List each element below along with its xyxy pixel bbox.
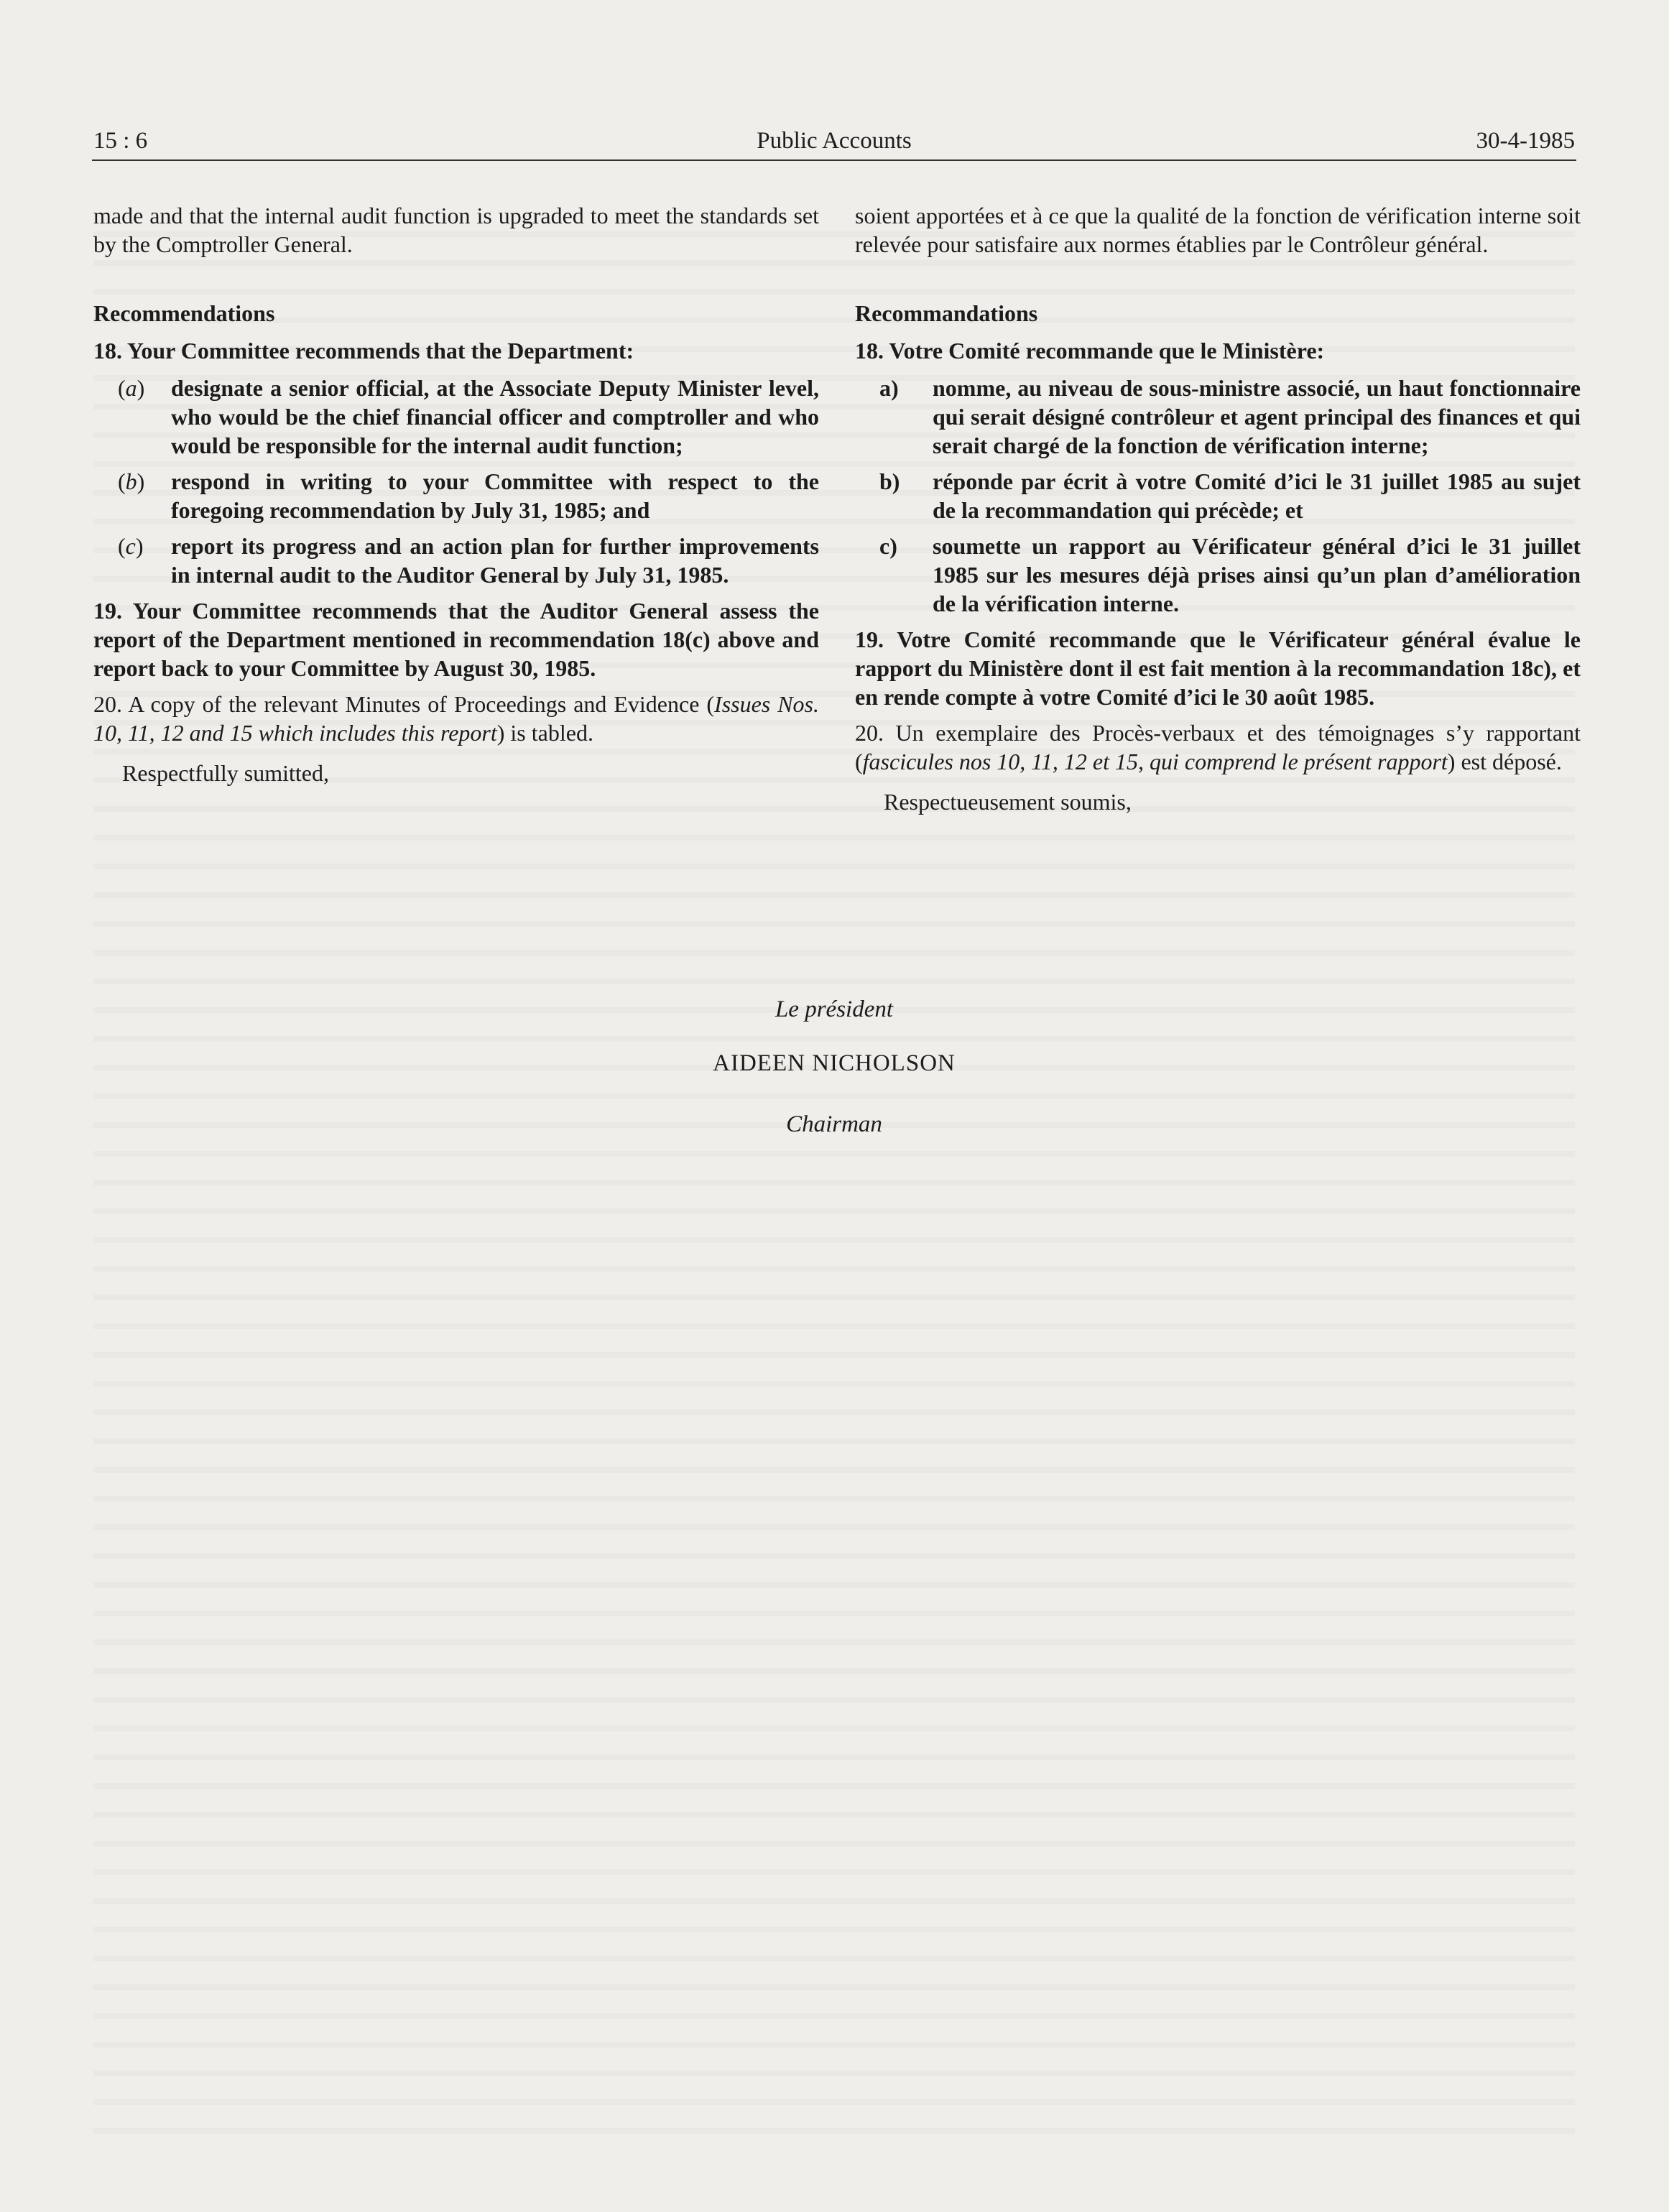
item-text: nomme, au niveau de sous-ministre associé, un haut fonctionnaire qui serait désigné contrôleur et agent principal des finances et qui serait chargé de la fonction de vérification interne; (933, 375, 1581, 458)
page-number: 15 : 6 (93, 128, 148, 154)
recommendation-18: 18. Your Committee recommends that the Department: (93, 338, 634, 364)
header-rule (92, 159, 1576, 161)
recommendation-19: 19. Votre Comité recommande que le Vérificateur général évalue le rapport du Ministère dont il est fait mention à la recommandation 18c), et en rende compte à votre Comité d’ici le 30 août 1985. (855, 626, 1581, 710)
item-text: respond in writing to your Committee with respect to the foregoing recommendation by July 31, 1985; and (171, 468, 819, 523)
recommendation-item-c (93, 532, 819, 589)
item-text: designate a senior official, at the Associate Deputy Minister level, who would be the chief financial officer and comptroller and who would be responsible for the internal audit function; (171, 375, 819, 458)
recommendation-20: 20. Un exemplaire des Procès-verbaux et des témoignages s’y rapportant (fascicules nos 10, 11, 12 et 15, qui comprend le présent rapport) est déposé. (855, 720, 1581, 774)
recommendation-item-a (855, 374, 1581, 460)
signoff: Respectfully sumitted, (122, 760, 329, 786)
recommendations-heading: Recommandations (855, 300, 1038, 326)
president-title: Le président (775, 996, 894, 1022)
page-header (93, 126, 1575, 158)
item-marker: b) (879, 468, 900, 494)
recommendations-heading: Recommendations (93, 300, 275, 326)
item-marker: (b) (118, 468, 145, 494)
intro-paragraph: made and that the internal audit function is upgraded to meet the standards set by the Comptroller General. (93, 203, 819, 257)
recommendation-19: 19. Your Committee recommends that the Auditor General assess the report of the Department mentioned in recommendation 18(c) above and report back to your Committee by August 30, 1985. (93, 598, 819, 681)
recommendation-18: 18. Votre Comité recommande que le Ministère: (855, 338, 1325, 364)
recommendation-item-b (93, 467, 819, 524)
item-text: report its progress and an action plan for further improvements in internal audit to the Auditor General by July 31, 1985. (171, 533, 819, 588)
recommendation-20: 20. A copy of the relevant Minutes of Proceedings and Evidence (Issues Nos. 10, 11, 12 and 15 which includes this report) is tabled. (93, 691, 820, 746)
chair-name: AIDEEN NICHOLSON (713, 1050, 956, 1076)
recommendation-item-c (855, 532, 1581, 618)
intro-paragraph: soient apportées et à ce que la qualité de la fonction de vérification interne soit relevée pour satisfaire aux normes établies par le Contrôleur général. (855, 203, 1581, 257)
signoff: Respectueusement soumis, (884, 789, 1132, 815)
recommendation-item-a (93, 374, 819, 460)
item-marker: a) (879, 375, 899, 401)
item-marker: (c) (118, 533, 144, 559)
recommendation-item-b (855, 467, 1581, 524)
publication-title: Public Accounts (757, 128, 912, 154)
english-column (93, 201, 819, 787)
issue-date: 30-4-1985 (1476, 128, 1575, 154)
item-marker: (a) (118, 375, 145, 401)
item-text: soumette un rapport au Vérificateur général d’ici le 31 juillet 1985 sur les mesures déjà prises ainsi qu’un plan d’amélioration de la vérification interne. (933, 533, 1581, 616)
chairman-title: Chairman (786, 1111, 882, 1137)
item-marker: c) (879, 533, 897, 559)
item-text: réponde par écrit à votre Comité d’ici le 31 juillet 1985 au sujet de la recommandation qui précède; et (933, 468, 1581, 523)
french-column (855, 201, 1581, 816)
